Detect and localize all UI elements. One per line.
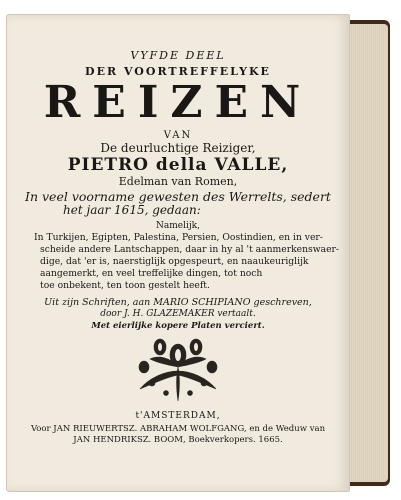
description-line: In Turkijen, Egipten, Palestina, Persien, Oostindien, en in ver- — [34, 232, 323, 243]
book — [6, 14, 390, 492]
description-line: aangemerkt, en veel treffelijke dingen, tot noch — [40, 268, 263, 279]
floral-ornament-icon — [130, 337, 226, 403]
title-page — [6, 14, 350, 492]
edelman-line: Edelman van Romen, — [118, 175, 238, 188]
description-paragraph — [34, 232, 340, 292]
namelijk-line: Namelijk, — [156, 221, 200, 231]
source-line: Uit zijn Schriften, aan MARIO SCHIPIANO geschreven, — [44, 297, 312, 308]
translator-line: door J. H. GLAZEMAKER vertaalt. — [100, 309, 256, 319]
plates-line: Met eierlijke kopere Platen verciert. — [91, 321, 265, 331]
main-title: REIZEN — [43, 77, 313, 128]
volume-line: VYFDE DEEL — [130, 49, 226, 62]
year-line: het jaar 1615, gedaan: — [63, 203, 201, 217]
van-line: VAN — [163, 130, 193, 141]
printers-line-1: Voor JAN RIEUWERTSZ. ABRAHAM WOLFGANG, en de Weduw van — [30, 424, 326, 434]
author-name: PIETRO della VALLE, — [67, 155, 289, 175]
regions-line: In veel voorname gewesten des Werrelts, sedert — [25, 189, 331, 204]
place-line: t'AMSTERDAM, — [135, 411, 221, 421]
description-line: dige, dat 'er is, naerstiglijk opgespeurt, en naaukeuriglijk — [40, 256, 309, 267]
traveler-line: De deurluchtige Reiziger, — [100, 141, 256, 155]
printers-line-2: JAN HENDRIKSZ. BOOM, Boekverkopers. 1665. — [73, 435, 283, 445]
description-line: scheide andere Lantschappen, daar in hy al 't aanmerkenswaer- — [40, 244, 340, 255]
subtitle-line: DER VOORTREFFELYKE — [85, 65, 271, 78]
description-line: toe onbekent, ten toon gestelt heeft. — [40, 280, 210, 291]
